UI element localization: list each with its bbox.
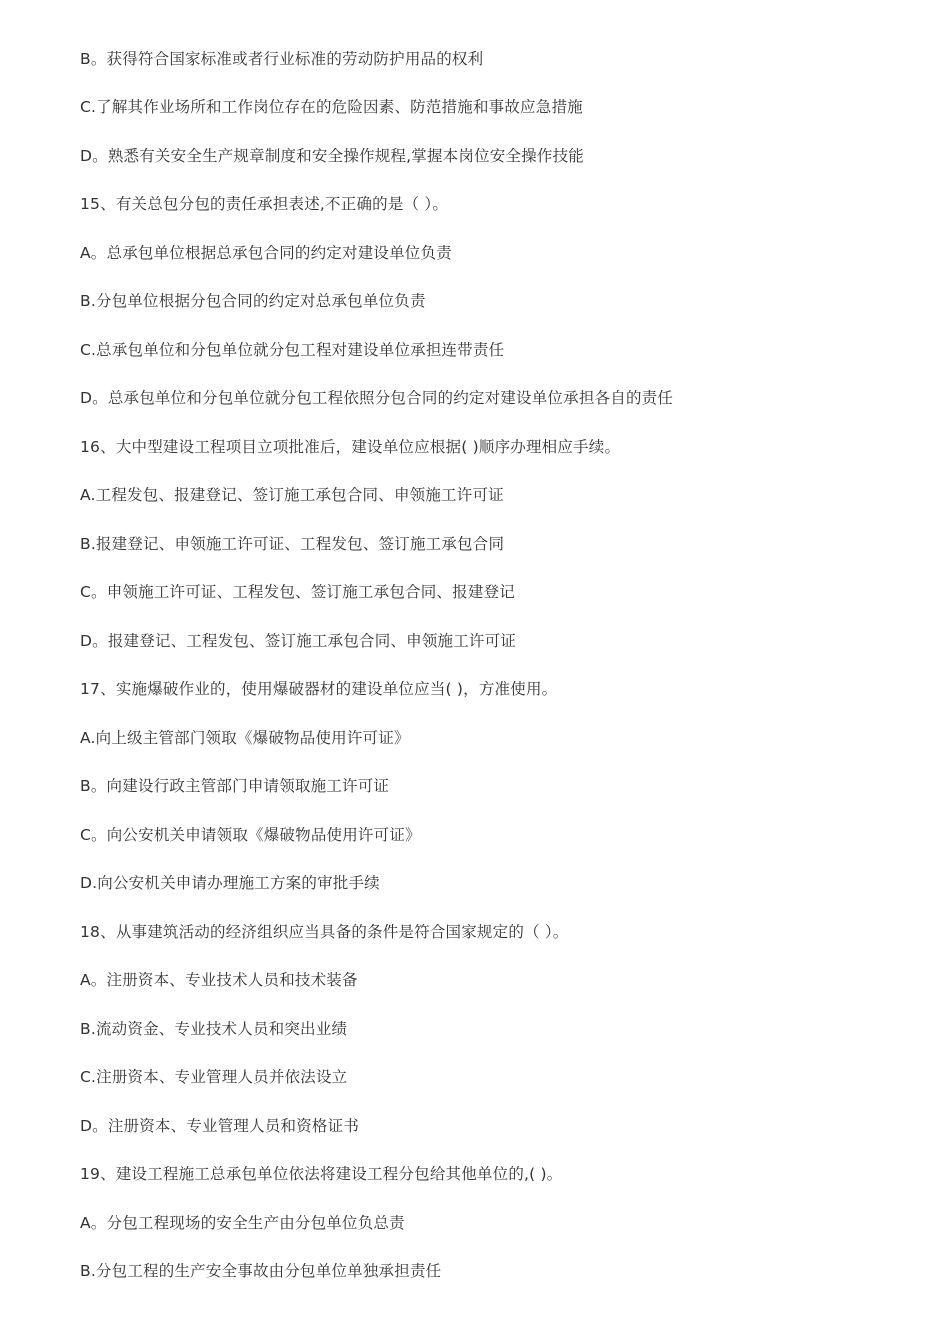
text-line: B.分包单位根据分包合同的约定对总承包单位负责	[80, 292, 426, 310]
text-line: D。熟悉有关安全生产规章制度和安全操作规程,掌握本岗位安全操作技能	[80, 147, 584, 165]
text-line: B.报建登记、申领施工许可证、工程发包、签订施工承包合同	[80, 535, 505, 553]
text-line: B.流动资金、专业技术人员和突出业绩	[80, 1020, 348, 1038]
text-line: C。向公安机关申请领取《爆破物品使用许可证》	[80, 826, 421, 844]
text-line: D.向公安机关申请办理施工方案的审批手续	[80, 874, 380, 892]
text-line: C.注册资本、专业管理人员并依法设立	[80, 1068, 348, 1086]
question-line: 16、大中型建设工程项目立项批准后，建设单位应根据( )顺序办理相应手续。	[80, 438, 621, 456]
text-line: A.工程发包、报建登记、签订施工承包合同、申领施工许可证	[80, 486, 504, 504]
text-line: D。报建登记、工程发包、签订施工承包合同、申领施工许可证	[80, 632, 517, 650]
text-line: A。注册资本、专业技术人员和技术装备	[80, 971, 358, 989]
text-line: B.分包工程的生产安全事故由分包单位单独承担责任	[80, 1262, 442, 1280]
text-line: C。申领施工许可证、工程发包、签订施工承包合同、报建登记	[80, 583, 515, 601]
text-line: A。总承包单位根据总承包合同的约定对建设单位负责	[80, 244, 452, 262]
question-line: 19、建设工程施工总承包单位依法将建设工程分包给其他单位的,( )。	[80, 1165, 563, 1183]
text-line: B。向建设行政主管部门申请领取施工许可证	[80, 777, 390, 795]
text-line: A.向上级主管部门领取《爆破物品使用许可证》	[80, 729, 410, 747]
question-line: 15、有关总包分包的责任承担表述,不正确的是（ ）。	[80, 195, 449, 213]
question-line: 18、从事建筑活动的经济组织应当具备的条件是符合国家规定的（ ）。	[80, 923, 569, 941]
text-line: C.总承包单位和分包单位就分包工程对建设单位承担连带责任	[80, 341, 505, 359]
text-line: C.了解其作业场所和工作岗位存在的危险因素、防范措施和事故应急措施	[80, 98, 583, 116]
question-line: 17、实施爆破作业的，使用爆破器材的建设单位应当( )，方准使用。	[80, 680, 558, 698]
text-line: B。获得符合国家标准或者行业标准的劳动防护用品的权利	[80, 50, 484, 68]
text-line: D。总承包单位和分包单位就分包工程依照分包合同的约定对建设单位承担各自的责任	[80, 389, 674, 407]
text-line: D。注册资本、专业管理人员和资格证书	[80, 1117, 360, 1135]
text-line: A。分包工程现场的安全生产由分包单位负总责	[80, 1214, 405, 1232]
